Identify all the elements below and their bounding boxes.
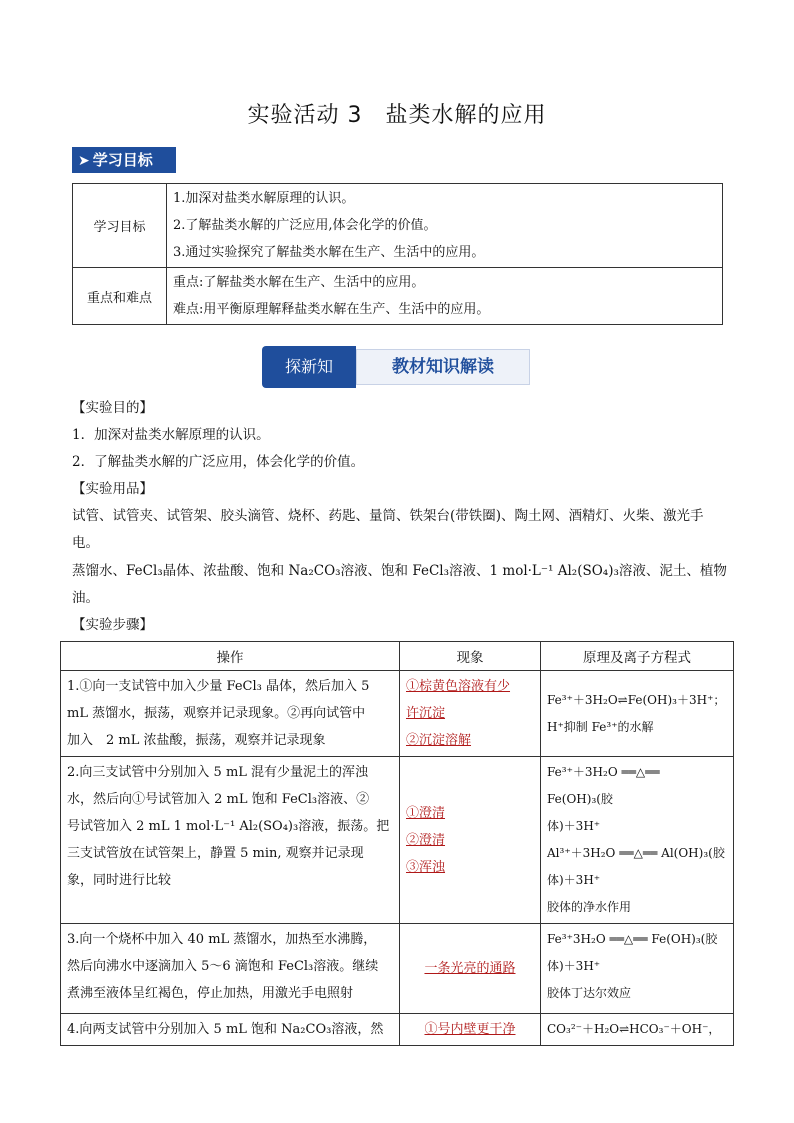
obs-line: ①棕黄色溶液有少 xyxy=(406,679,511,694)
op-line: 然后向沸水中逐滴加入 5～6 滴饱和 FeCl₃溶液。继续 xyxy=(67,959,379,974)
keypoint-line: 难点:用平衡原理解释盐类水解在生产、生活中的应用。 xyxy=(173,302,490,317)
supplies-line: 蒸馏水、FeCl₃晶体、浓盐酸、饱和 Na₂CO₃溶液、饱和 FeCl₃溶液、1 mol·L⁻¹ Al₂(SO₄)₃溶液、泥土、植物 xyxy=(72,563,727,579)
goals-body xyxy=(167,184,723,268)
obs-line: ②沉淀溶解 xyxy=(406,733,472,748)
eq-line: 胶体丁达尔效应 xyxy=(547,986,632,1000)
purpose-heading: 【实验目的】 xyxy=(72,400,153,416)
table-row xyxy=(61,671,734,757)
banner-right: 教材知识解读 xyxy=(356,349,530,385)
op-line: 三支试管放在试管架上，静置 5 min, 观察并记录现 xyxy=(67,846,364,861)
obs-cell xyxy=(400,924,541,1014)
goal-line: 3.通过实验探究了解盐类水解在生产、生活中的应用。 xyxy=(173,245,485,260)
op-cell xyxy=(61,757,400,924)
op-cell xyxy=(61,924,400,1014)
table-row xyxy=(61,1014,734,1046)
col-header: 操作 xyxy=(61,642,400,671)
eq-line: 体)＋3H⁺ xyxy=(547,873,601,887)
op-line: 水，然后向①号试管加入 2 mL 饱和 FeCl₃溶液、② xyxy=(67,792,370,807)
steps-table xyxy=(60,641,734,1046)
obs-line: ①号内壁更干净 xyxy=(424,1022,516,1037)
eq-line: Fe³⁺＋3H₂O⇌Fe(OH)₃＋3H⁺； xyxy=(547,692,726,707)
goals-head: 学习目标 xyxy=(73,184,167,268)
arrow-icon: ➤ xyxy=(78,153,90,169)
obs-line: ②澄清 xyxy=(406,832,446,848)
op-line: 号试管加入 2 mL 1 mol·L⁻¹ Al₂(SO₄)₃溶液，振荡。把 xyxy=(67,819,390,834)
supplies-line: 试管、试管夹、试管架、胶头滴管、烧杯、药匙、量筒、铁架台(带铁圈)、陶土网、酒精灯、火柴、激光手 xyxy=(72,508,704,524)
op-line: 象，同时进行比较 xyxy=(67,873,172,888)
supplies-heading: 【实验用品】 xyxy=(72,481,153,497)
obs-cell xyxy=(400,757,541,924)
obs-line: ①澄清 xyxy=(406,805,446,821)
obs-line: 一条光亮的通路 xyxy=(424,961,516,976)
purpose-item: 1．加深对盐类水解原理的认识。 xyxy=(72,427,270,443)
page-title: 实验活动 3 盐类水解的应用 xyxy=(247,103,547,128)
keypoints-head: 重点和难点 xyxy=(73,268,167,325)
eq-cell xyxy=(541,671,734,757)
section-badge xyxy=(72,147,176,173)
badge-label: 学习目标 xyxy=(92,151,153,169)
op-line: 1.①向一支试管中加入少量 FeCl₃ 晶体，然后加入 5 xyxy=(67,679,370,694)
op-cell xyxy=(61,1014,400,1046)
keypoint-line: 重点:了解盐类水解在生产、生活中的应用。 xyxy=(173,275,425,290)
obs-line: ③浑浊 xyxy=(406,859,446,875)
eq-line: 体)＋3H⁺ xyxy=(547,819,601,833)
obs-cell xyxy=(400,671,541,757)
eq-line: 体)＋3H⁺ xyxy=(547,959,601,973)
eq-cell xyxy=(541,1014,734,1046)
goal-line: 2.了解盐类水解的广泛应用,体会化学的价值。 xyxy=(173,218,437,233)
op-line: 加入 2 mL 浓盐酸，振荡，观察并记录现象 xyxy=(67,733,326,748)
eq-line: Fe³⁺＋3H₂O ══△══ Fe(OH)₃(胶 xyxy=(547,765,660,806)
col-header: 现象 xyxy=(400,642,541,671)
op-line: mL 蒸馏水，振荡，观察并记录现象。②再向试管中 xyxy=(67,706,366,721)
op-line: 2.向三支试管中分别加入 5 mL 混有少量泥土的浑浊 xyxy=(67,765,369,780)
table-row xyxy=(61,757,734,924)
op-line: 4.向两支试管中分别加入 5 mL 饱和 Na₂CO₃溶液，然 xyxy=(67,1022,384,1037)
eq-line: Al³⁺＋3H₂O ══△══ Al(OH)₃(胶 xyxy=(547,846,725,860)
col-header: 原理及离子方程式 xyxy=(541,642,734,671)
op-line: 煮沸至液体呈红褐色，停止加热，用激光手电照射 xyxy=(67,986,354,1001)
table-row xyxy=(61,924,734,1014)
eq-line: CO₃²⁻＋H₂O⇌HCO₃⁻＋OH⁻， xyxy=(547,1022,721,1036)
op-cell xyxy=(61,671,400,757)
obs-cell xyxy=(400,1014,541,1046)
supplies-line: 电。 xyxy=(72,535,99,551)
purpose-item: 2．了解盐类水解的广泛应用，体会化学的价值。 xyxy=(72,454,365,470)
op-line: 3.向一个烧杯中加入 40 mL 蒸馏水，加热至水沸腾， xyxy=(67,932,377,947)
eq-line: Fe³⁺3H₂O ══△══ Fe(OH)₃(胶 xyxy=(547,932,718,946)
eq-cell xyxy=(541,924,734,1014)
obs-line: 许沉淀 xyxy=(406,706,446,721)
keypoints-body xyxy=(167,268,723,325)
banner-left: 探新知 xyxy=(262,346,356,388)
section-banner xyxy=(262,346,532,388)
eq-line: 胶体的净水作用 xyxy=(547,900,632,914)
eq-line: H⁺抑制 Fe³⁺的水解 xyxy=(547,719,654,734)
steps-heading: 【实验步骤】 xyxy=(72,617,153,633)
eq-cell xyxy=(541,757,734,924)
goals-table xyxy=(72,183,723,325)
supplies-line: 油。 xyxy=(72,590,99,606)
goal-line: 1.加深对盐类水解原理的认识。 xyxy=(173,191,355,206)
